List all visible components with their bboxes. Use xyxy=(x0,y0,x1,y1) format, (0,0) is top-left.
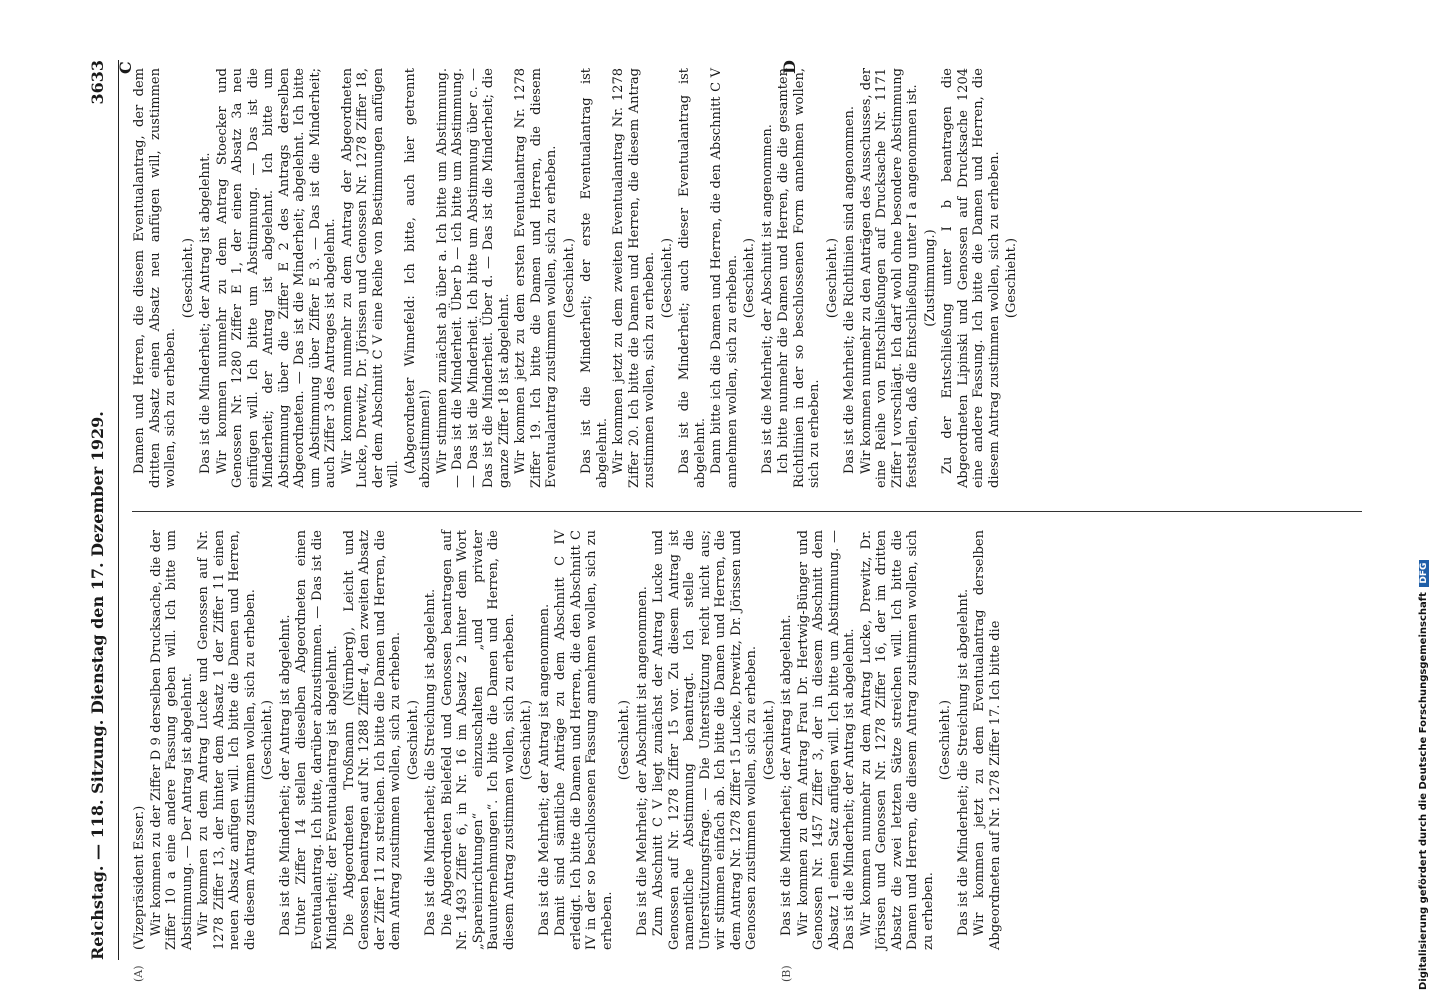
paragraph: Das ist die Minderheit; die Streichung ist abgelehnt. xyxy=(955,588,971,936)
paragraph: (Geschieht.) xyxy=(260,699,275,781)
watermark-text: Digitalisierung gefördert durch die Deutsche Forschungsgemeinschaft xyxy=(1418,592,1429,990)
paragraph: (Geschieht.) xyxy=(938,699,953,781)
page-number: 3633 xyxy=(88,60,107,105)
paragraph: Das ist die Minderheit; der erste Eventualantrag ist abgelehnt. xyxy=(579,68,610,488)
paragraph: Damit sind sämtliche Anträge zu dem Abschnitt C IV erledigt. Ich bitte die Damen und Herren, die den Abschnitt C IV in der so beschlossenen Fassung annehmen wollen, sich zu erheben. xyxy=(553,530,615,950)
paragraph: (Zustimmung.) xyxy=(922,229,938,327)
paragraph: Das ist die Minderheit; auch dieser Eventualantrag ist abgelehnt. xyxy=(677,68,708,488)
header-rule xyxy=(118,60,119,960)
paragraph: (Geschieht.) xyxy=(742,237,757,319)
margin-mark-d: D xyxy=(780,60,799,74)
paragraph: Wir kommen nunmehr zu dem Antrag Lucke, Drewitz, Dr. Jörissen und Genossen Nr. 1278 Ziffer 16, der im dritten Absatz die zwei letzten Sätze streichen will. Ich bitte die Damen und Herren, die diesem Antrag zustimmen wollen, sich zu erheben. xyxy=(858,530,936,950)
paragraph: Das ist die Mehrheit; die Richtlinien sind angenommen. xyxy=(842,105,857,474)
paragraph: (Geschieht.) xyxy=(617,699,632,781)
dfg-logo: DFG xyxy=(1419,560,1429,587)
paragraph: Zu der Entschließung unter I b beantragen die Abgeordneten Lipinski und Genossen auf Drucksache 1204 eine andere Fassung. Ich bitte die Damen und Herren, die diesem Antrag zustimmen wollen, sich zu erheben. xyxy=(940,68,1002,488)
paragraph: Wir kommen jetzt zu dem zweiten Eventualantrag Nr. 1278 Ziffer 20. Ich bitte die Damen und Herren, die diesem Antrag zustimmen wollen, sich zu erheben. xyxy=(611,68,657,488)
paragraph: Wir stimmen zunächst ab über a. Ich bitte um Abstimmung. — Das ist die Minderheit. Über b — ich bitte um Abstimmung. — Das ist die Minderheit. Ich bitte um Abstimmung über c. — Das ist die Minderheit. Über d. — Das ist die Minderheit; die ganze Ziffer 18 ist abgelehnt. xyxy=(434,68,512,488)
paragraph: (Vizepräsident Esser.) xyxy=(132,805,147,950)
paragraph: Unter Ziffer 14 stellen dieselben Abgeordneten einen Eventualantrag. Ich bitte, darüber abzustimmen. — Das ist die Minderheit; der Eventualantrag ist abgelehnt. xyxy=(294,530,340,950)
paragraph: (Geschieht.) xyxy=(561,237,577,319)
paragraph: Das ist die Mehrheit; der Abschnitt ist angenommen. xyxy=(759,124,775,474)
paragraph: Das ist die Minderheit; der Antrag ist abgelehnt. xyxy=(779,614,794,936)
header-title: Reichstag. — 118. Sitzung. Dienstag den 17. Dezember 1929. xyxy=(88,411,107,960)
paragraph: (Abgeordneter Winnefeld: Ich bitte, auch hier getrennt abzustimmen!) xyxy=(402,68,433,488)
dfg-watermark xyxy=(1418,0,1429,990)
right-column xyxy=(132,68,1022,488)
column-divider xyxy=(132,511,1362,512)
paragraph: Das ist die Mehrheit; der Abschnitt ist angenommen. xyxy=(634,586,650,936)
paragraph: (Geschieht.) xyxy=(659,237,675,319)
paragraph: Wir kommen zu der Ziffer D 9 derselben Drucksache, die der Ziffer 10 a eine andere Fassung geben will. Ich bitte um Abstimmung. — Der Antrag ist abgelehnt. xyxy=(148,530,195,950)
paragraph: Wir kommen nunmehr zu dem Antrag der Abgeordneten Lucke, Drewitz, Dr. Jörissen und Genossen Nr. 1278 Ziffer 18, der dem Abschnitt C V eine Reihe von Bestimmungen anfügen will. xyxy=(339,68,401,488)
margin-mark-a: (A) xyxy=(132,965,145,982)
paragraph: Die Abgeordneten Bielefeld und Genossen beantragen auf Nr. 1493 Ziffer 6, in Nr. 16 im Absatz 2 hinter dem Wort „Spareinrichtungen“ einzuschalten „und privater Bauunternehmungen“. Ich bitte die Damen und Herren, die diesem Antrag zustimmen wollen, sich zu erheben. xyxy=(439,530,517,950)
margin-mark-b: (B) xyxy=(780,965,793,982)
page-header xyxy=(80,60,120,960)
paragraph: (Geschieht.) xyxy=(405,699,421,781)
paragraph: Das ist die Minderheit; der Antrag ist abgelehnt. xyxy=(277,614,293,936)
paragraph: Dann bitte ich die Damen und Herren, die den Abschnitt C V annehmen wollen, sich zu erheben. xyxy=(709,68,740,488)
paragraph: Wir kommen zu dem Antrag Frau Dr. Hertwig-Bünger und Genossen Nr. 1457 Ziffer 3, der in diesem Abschnitt dem Absatz 1 einen Satz anfügen will. Ich bitte um Abstimmung. — Das ist die Minderheit; der Antrag ist abgelehnt. xyxy=(795,530,857,950)
paragraph: (Geschieht.) xyxy=(761,699,777,781)
paragraph: (Geschieht.) xyxy=(519,699,534,781)
rotated-page xyxy=(80,60,1400,982)
paragraph: Ich bitte nunmehr die Damen und Herren, die die gesamten Richtlinien in der so beschlossenen Form annehmen wollen, sich zu erheben. xyxy=(776,68,822,488)
paragraph: Zum Abschnitt C V liegt zunächst der Antrag Lucke und Genossen auf Nr. 1278 Ziffer 15 vor. Zu diesem Antrag ist namentliche Abstimmung beantragt. Ich stelle die Unterstützungsfrage. — Die Unterstützung reicht nicht aus; wir stimmen einfach ab. Ich bitte die Damen und Herren, die dem Antrag Nr. 1278 Ziffer 15 Lucke, Drewitz, Dr. Jörissen und Genossen zustimmen wollen, sich zu erheben. xyxy=(651,530,759,950)
paragraph: Wir kommen zu dem Antrag Lucke und Genossen auf Nr. 1278 Ziffer 13, der hinter dem Absatz 1 der Ziffer 11 einen neuen Absatz anfügen will. Ich bitte die Damen und Herren, die diesem Antrag zustimmen wollen, sich zu erheben. xyxy=(196,530,258,950)
paragraph: Das ist die Minderheit; die Streichung ist abgelehnt. xyxy=(423,588,438,936)
paragraph: Die Abgeordneten Troßmann (Nürnberg), Leicht und Genossen beantragen auf Nr. 1288 Ziffer 4, den zweiten Absatz der Ziffer 11 zu streichen. Ich bitte die Damen und Herren, die dem Antrag zustimmen wollen, sich zu erheben. xyxy=(341,530,403,950)
paragraph: (Geschieht.) xyxy=(824,237,840,319)
paragraph: Wir kommen jetzt zu dem ersten Eventualantrag Nr. 1278 Ziffer 19. Ich bitte die Damen und Herren, die diesem Eventualantrag zustimmen wollen, sich zu erheben. xyxy=(513,68,559,488)
paragraph: Das ist die Minderheit; der Antrag ist abgelehnt. xyxy=(198,152,213,474)
margin-mark-c: C xyxy=(116,61,135,74)
paragraph: Wir kommen nunmehr zu den Anträgen des Ausschusses, der eine Reihe von Entschließungen auf Drucksache Nr. 1171 Ziffer I vorschlägt. Ich darf wohl ohne besondere Abstimmung feststellen, daß die Entschließung unter I a angenommen ist. xyxy=(858,68,920,488)
paragraph: (Geschieht.) xyxy=(1004,237,1019,319)
paragraph: Das ist die Mehrheit; der Antrag ist angenommen. xyxy=(536,603,552,936)
paragraph: Damen und Herren, die diesem Eventualantrag, der dem dritten Absatz einen Absatz neu anfügen will, zustimmen wollen, sich zu erheben. xyxy=(132,68,178,488)
left-column xyxy=(132,530,1004,950)
paragraph: Wir kommen jetzt zu dem Eventualantrag derselben Abgeordneten auf Nr. 1278 Ziffer 17. Ich bitte die xyxy=(972,530,1003,950)
paragraph: (Geschieht.) xyxy=(180,237,196,319)
paragraph: Wir kommen nunmehr zu dem Antrag Stoecker und Genossen Nr. 1280 Ziffer E 1, der einen Absatz 3a neu einfügen will. Ich bitte um Abstimmung. — Das ist die Minderheit; der Antrag ist abgelehnt. Ich bitte um Abstimmung über die Ziffer E 2 des Antrags derselben Abgeordneten. — Das ist die Minderheit; abgelehnt. Ich bitte um Abstimmung über Ziffer E 3. — Das ist die Minderheit; auch Ziffer 3 des Antrages ist abgelehnt. xyxy=(214,68,338,488)
